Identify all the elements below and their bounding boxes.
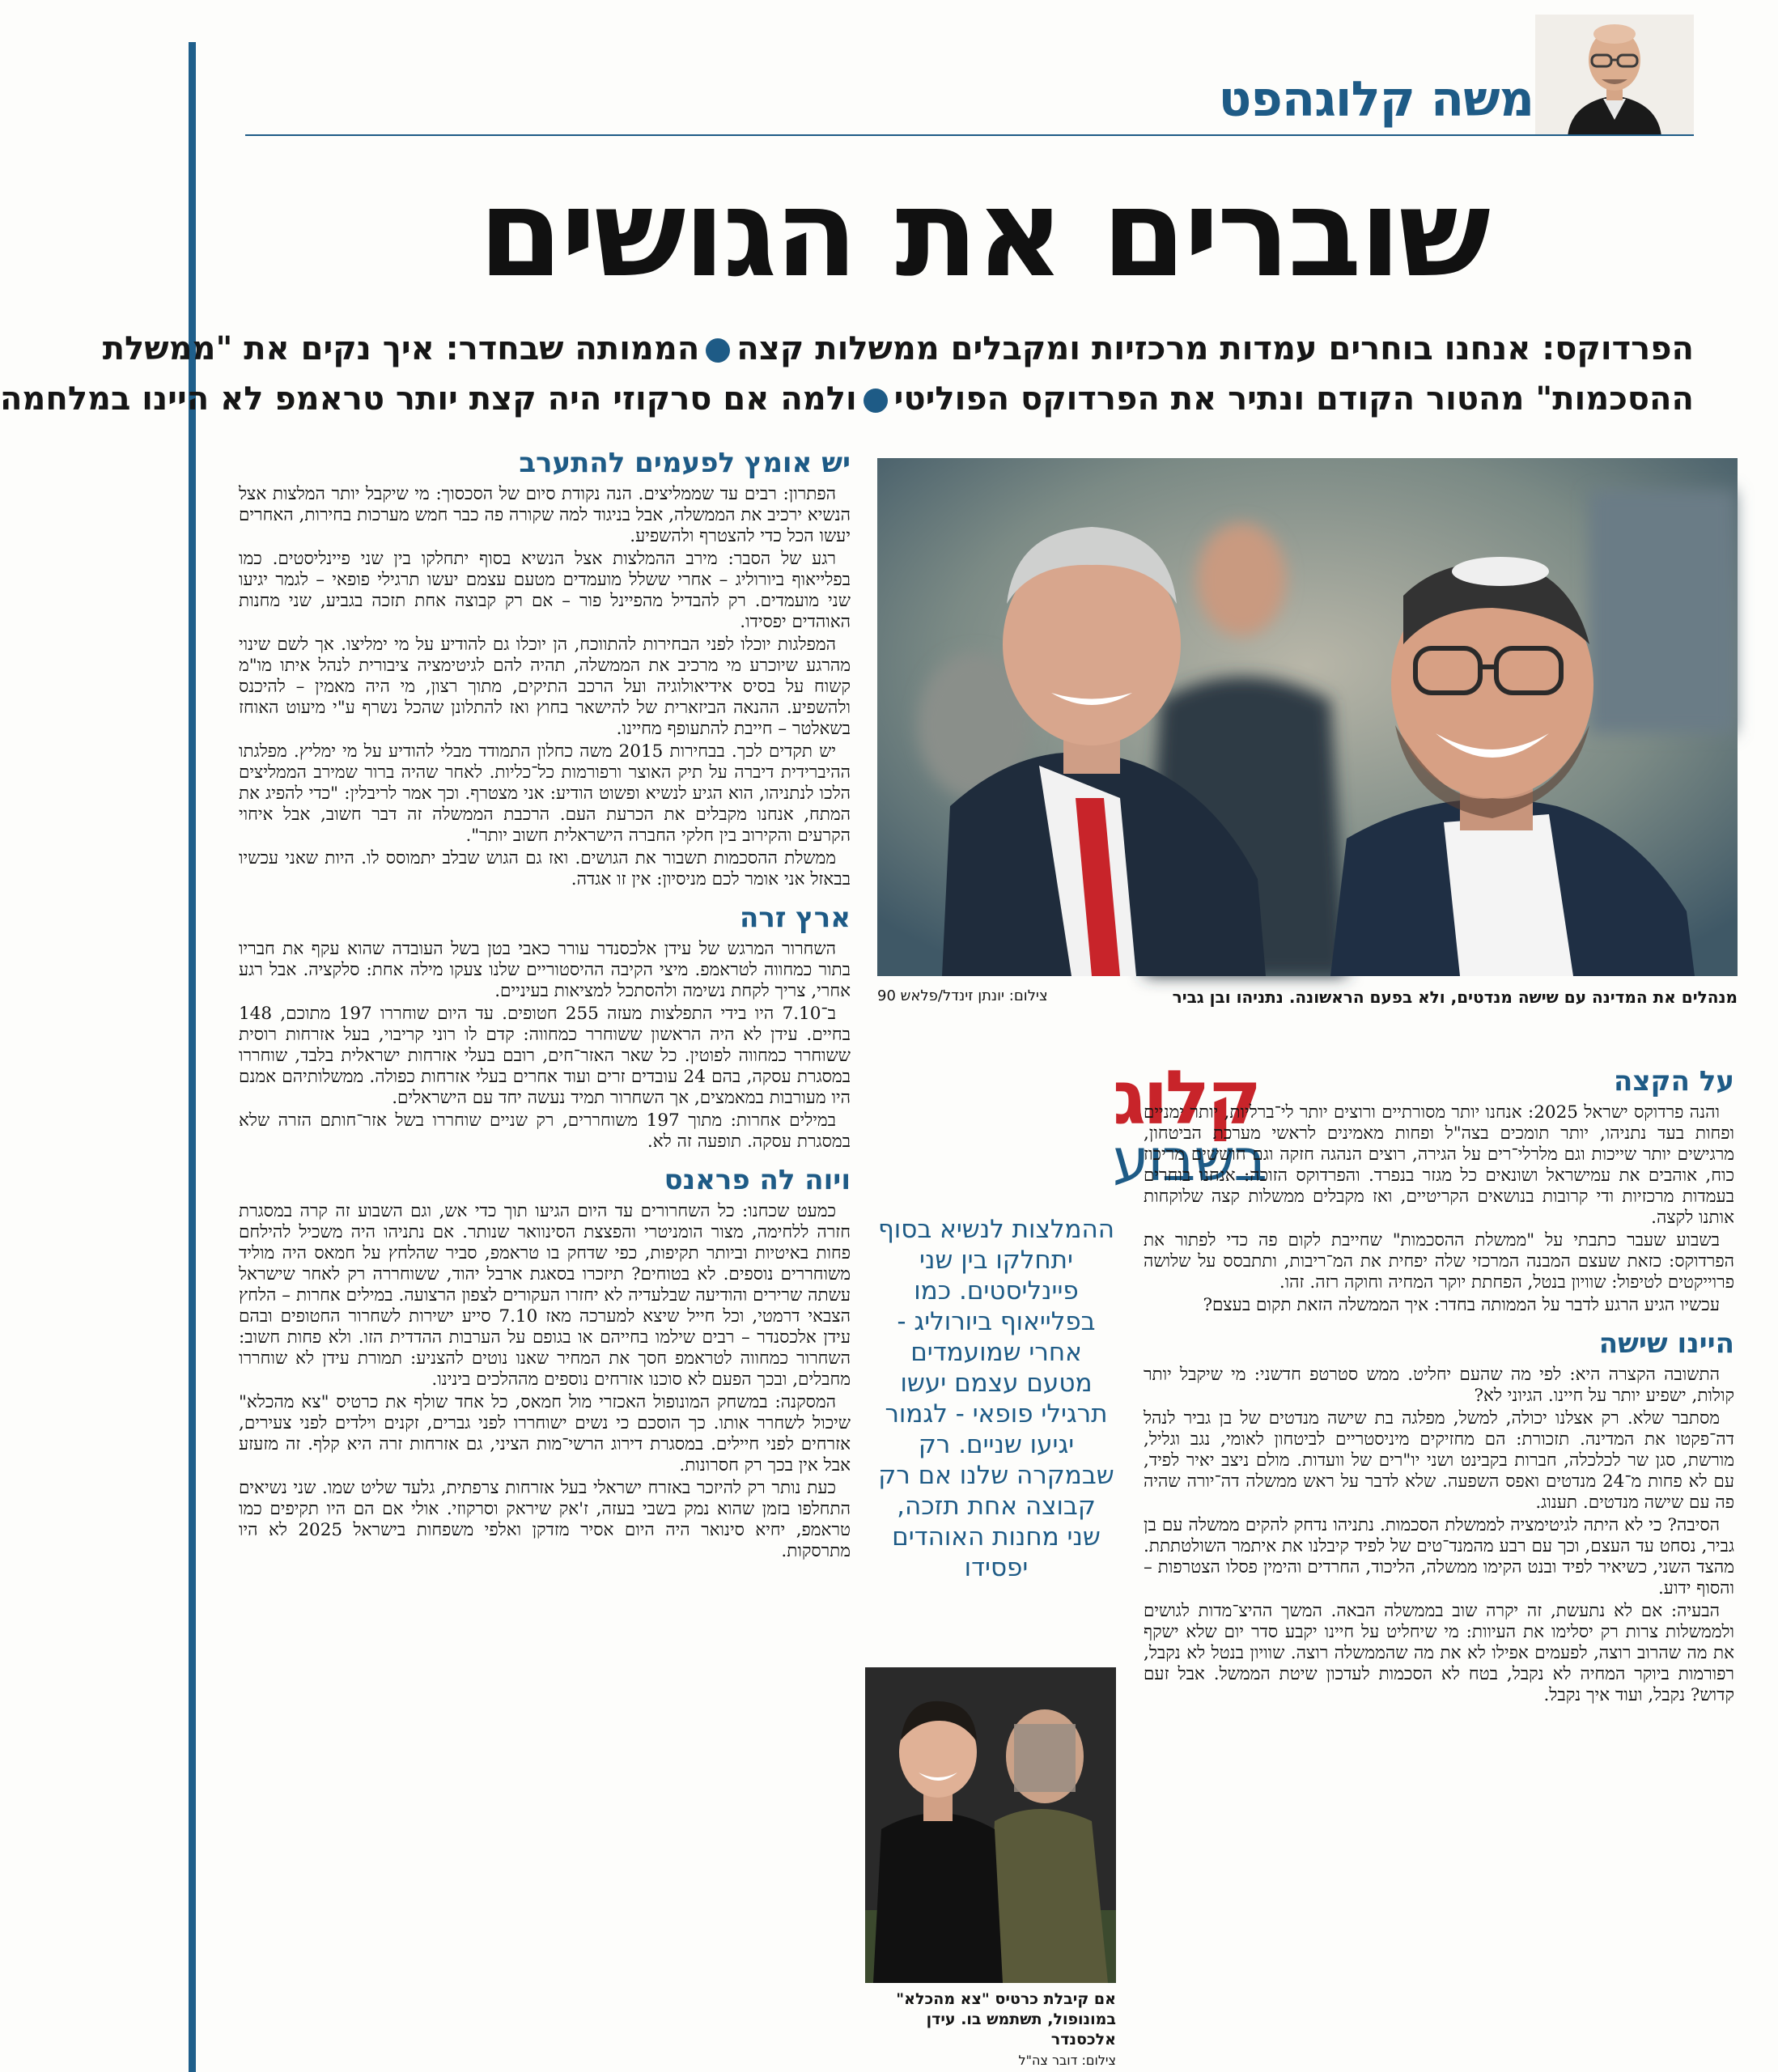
paragraph: ב־7.10 היו בידי התפלצות מעזה 255 חטופים. עד היום שוחררו 197 מתוכם, 148 בחיים. עידן לא היה הראשון ששוחרר כמחווה: קדם לו רוני קריבוי, בעל אזרחות רוסית ששוחרר כמחווה לפוטין. כל שאר האזר־חים, רובם בעלי אזרחות ישראלית בלבד, שוחררו במסגרת עסקה, בהם 24 עובדים זרים ועוד אחרים בעלי אזרחות כפולה. ממשלותיהם אמנם היו מעורבות במאמצים, אך השחרור תמיד נעשה יחד עם הישראלים. <box>239 1004 851 1108</box>
photo-credit: צילום: יונתן זינדל/פלאש 90 <box>877 987 1048 1004</box>
paragraph: המסקנה: במשחק המונופול האכזרי מול חמאס, כל אחד שולף את כרטיס "צא מהכלא" שיכול לשחרר אותו. כך הוסכם כי נשים ישוחררו לפני גברים, זקנים וילדים לפני צעירים, אזרחים לפני חיילים. במסגרת דירוג הרשי־מות הציני, גם אזרחות זרה היא קלף. זה מזעזע אבל אין בכך רק חסרונות. <box>239 1392 851 1475</box>
paragraph: עכשיו הגיע הרגע לדבר על הממותה בחדר: איך הממשלה הזאת תקום בעצם? <box>1203 1295 1720 1315</box>
right-column <box>1144 1054 1734 1708</box>
deck-text: הממותה שבחדר: איך נקים את "ממשלת <box>102 330 700 367</box>
paragraph: המפלגות יוכלו לפני הבחירות להתווכח, הן יוכלו גם להודיע על מי ימליצו. אך לשם שינוי מהרגע שיוכרע מי מרכיב את הממשלה, תהיה להם לגיטימציה ציבורית לנהל איתו מו"מ קשוח על בסיס אידיאולוגיה ועל הרכב התיקים, מתוך רצון, מי היה מאמין – להיכנס ולהשפיע. ההנאה הביזארית של להישאר בחוץ ואז להתלונן שהכל נשרף ע"י מיעוט האוחז בשאלטר – חייבת להתעופף מחיינו. <box>239 635 851 739</box>
paragraph: יש תקדים לכך. בבחירות 2015 משה כחלון התמודד מבלי להודיע על מי ימליץ. מפלגתו ההיברידית דיברה על תיק האוצר ורפורמות כל־כליות. לאחר שהיה ברור שמירב הממליצים הלכו לנתניהו, הוא הגיע לנשיא ופשוט הודיע: אני מצטרף. וכך אמר לריבלין: "כדי להפיג את המתח, אנחנו מקבלים את הכרעת העם. הרכבת הממשלה זה דבר חשוב, אבל איחוי הקרעים והקירוב בין חלקי החברה הישראלית חשוב יותר". <box>239 741 851 846</box>
paragraph: במילים אחרות: מתוך 197 משוחררים, רק שניים שוחררו בשל אזר־חותם הזרה שלא במסגרת עסקה. תופעה זה לא. <box>239 1110 851 1152</box>
kloog-bashavua-logo <box>876 1055 1266 1194</box>
paragraph: השחרור המרגש של עידן אלכסנדר עורר כאבי בטן בשל העובדה שהוא עקף את חבריו בתור כמחווה לטראמפ. מיצי הקיבה ההיסטוריים שלנו צעקו מילה אחת: סלקציה. אבל רגע אחרי, צריך לקחת נשימה ולהסתכל למציאות בעיניים. <box>239 939 851 1001</box>
section-heading: ארץ זרה <box>740 902 851 934</box>
bullet-dot-icon <box>864 388 888 413</box>
small-photo-release <box>865 1667 1116 1983</box>
small-photo-caption <box>865 1989 1116 2070</box>
paragraph: כעת נותר רק להיזכר באזרח ישראלי בעל אזרחות צרפתית, גלעד שליט שמו. שני נשיאים התחלפו בזמן שהוא נמק בשבי בעזה, ז'אק שיראק וסרקוזי. אולי אם הם היו תקיפים כמו טראמפ, יחיא סינואר היה היום אסיר מזדקן ואלפי משפחות בישראל 2025 לא היו מתרסקות. <box>239 1478 851 1561</box>
section-heading: על הקצה <box>1614 1065 1734 1098</box>
hero-photo <box>877 458 1738 976</box>
author-name: משה קלוגהפט <box>1218 71 1534 128</box>
paragraph: והנה פרדוקס ישראל 2025: אנחנו יותר מסורתיים ורוצים יותר לי־ברליות, יותר ימניים ופחות בעד נתניהו, יותר תומכים בצה"ל ופחות מאמינים לראשי מערכת הביטחון, מרגישים יותר שייכות וגם מלרלי־רים על הגירה, רוצים הנהגה חזקה וגם חוששים מריכוז כוח, אוהבים את עמישראל ושונאים כל מגזר בנפרד. והפרדוקס הזוכה: אנחנו בוחרים בעמדות מרכזיות ודי קרובות בנושאים הקריטיים, ואז מקבלים ממשלות קצה שלוקחות אותנו לקצה. <box>1144 1102 1734 1228</box>
section-heading: ויוה לה פראנס <box>664 1164 851 1196</box>
section-heading: יש אומץ לפעמים להתערב <box>519 447 851 479</box>
paragraph: ממשלת ההסכמות תשבור את הגושים. ואז גם הגוש שבלב יתמוסס לו. היות שאני עכשיו בבאזל אני אומר לכם מניסיון: אין זו אגדה. <box>239 848 851 890</box>
paragraph: מסתבר שלא. רק אצלנו יכולה, למשל, מפלגה בת שישה מנדטים של בן גביר לנהל דה־פקטו את המדינה. תזכורת: הם מחזיקים מיניסטריים לביטחון לאומי, נגב וגליל, מורשת, סגן שר לכלכלה, חברות בקבינט ושני יו"רים של וועדות. מולם ניצב יאיר לפיד, עם לא פחות מ־24 מנדטים ואפס השפעה. שלא לדבר על ראש ממשלה דה־יורה שהיה פה עם שישה מנדטים. תענוג. <box>1144 1408 1734 1513</box>
subheadline <box>0 324 1694 424</box>
paragraph: בשבוע שעבר כתבתי על "ממשלת ההסכמות" שחייבת לקום פה כדי לפתור את הפרדוקס: כזאת שעצם המבנה המרכזי שלה יפחית את המ־ריבות, ותתבסס על שלושה פרוייקטים לטיפול: שוויון בנטל, הפחתת יוקר המחיה וחוקה רזה. זהו. <box>1144 1230 1734 1293</box>
deck-line-2 <box>0 374 1694 424</box>
photo-caption-text: מנהלים את המדינה עם שישה מנדטים, ולא בפעם הראשונה. נתניהו ובן גביר <box>1172 987 1738 1007</box>
author-rule <box>245 134 1694 136</box>
pull-quote: ההמלצות לנשיא בסוף יתחלקו בין שני פיינליסטים. כמו בפלייאוף ביורוליג - אחרי שמועמדים מטעם עצמם יעשו תרגילי פופאי - לגמור יגיעו שניים. רק שבמקרה שלנו אם רק קבוצה אחת תזכה, שני מחנות האוהדים יפסידו <box>877 1215 1115 1582</box>
headline: שוברים את הגושים <box>478 163 1488 304</box>
paragraph: הפתרון: רבים עד שממליצים. הנה נקודת סיום של הסכסוך: מי שיקבל יותר המלצות אצל הנשיא ירכיב את הממשלה, אבל בניגוד למה שקורה פה כבר חמש מערכות בחירות, האחרים יעשו הכל כדי להצטרף ולהשפיע. <box>239 484 851 546</box>
paragraph: הבעיה: אם לא נתעשת, זה יקרה שוב בממשלה הבאה. המשך ההיצ־מדות לגושים ולממשלות צרות רק יסלימו את העיוות: מי שיחליט על חיינו יקבע סדר יום שלא ישקף את מה שהרוב רוצה, לפעמים אפילו לא את מה שהממשלה רוצה. שוויון בנטל לא נקבל, רפורמות ביוקר המחיה לא נקבל, בטח לא הסכמות לעדכון שיטת הממשל. אבל זעם קדוש? נקבל, ועוד איך נקבל. <box>1144 1601 1734 1705</box>
small-photo-credit: צילום: דובר צה"ל <box>1018 2053 1116 2068</box>
paragraph: התשובה הקצרה היא: לפי מה שהעם יחליט. ממש סטרטפ חדשני: מי שיקבל יותר קולות, ישפיע יותר על חיינו. הגיוני לא? <box>1144 1365 1734 1406</box>
paragraph: רגע של הסבר: מירב ההמלצות אצל הנשיא בסוף יתחלקו בין שני פיינליסטים. כמו בפלייאוף ביורוליג – אחרי ששלל מועמדים מטעם עצמם יעשו תרגילי פופאי – לגמר יגיעו שני מועמדים. רק להבדיל מהפיינל פור – אם רק קבוצה אחת תזכה בגביע, שני מחנות האוהדים יפסידו. <box>239 549 851 632</box>
deck-text: ההסכמות" מהטור הקודם ונתיר את הפרדוקס הפוליטי <box>893 380 1694 418</box>
logo-bottom-text: בשבוע <box>1113 1126 1266 1194</box>
section-heading: היינו שישה <box>1598 1327 1734 1360</box>
paragraph: כמעט שכחנו: כל השחרורים עד היום הגיעו תוך כדי אש, וגם השבוע זה קרה במסגרת חזרה ללחימה, מצור הומניטרי והפצצת הסינוואר שנותר. אם נתניהו היה משכיל להילחם פחות באיטיות וביותר תקיפות, כפי שדחק בו טראמפ, סביר שהלחץ על חמאס היה מוליד משוחררים נוספים. לא בטוחים? תיזכרו בסאגת ארבל יהוד, ששוחררה רק לאחר שישראל עשתה שרירים והודיעה שבלעדיה לא יחזרו העקורים לצפון הרצועה. במילים אחרות – הלחץ הצבאי דרמטי, וכל חייל שיצא למערכה מאז 7.10 סייע ישירות לשחרור החטופים ובהם עידן אלכסנדר – רבים שילמו בחייהם או בגופם על הערבות ההדדית הזו. ולא פחות חשוב: השחרור כמחווה לטראמפ חסך את המחיר שאנו נוטים להצניע: תמורת עידן לא שוחררו מחבלים, ובכך הפעם לא סוכנו אזרחים נוספים מההלכים בינינו. <box>239 1201 851 1390</box>
deck-line-1 <box>102 324 1694 374</box>
deck-text: ולמה אם סרקוזי היה קצת יותר טראמפ לא היינו במלחמה <box>0 380 857 418</box>
author-portrait <box>1535 15 1694 136</box>
deck-text: הפרדוקס: אנחנו בוחרים עמדות מרכזיות ומקבלים ממשלות קצה <box>736 330 1694 367</box>
bullet-dot-icon <box>706 338 730 363</box>
small-photo-caption-text: אם קיבלת כרטיס "צא מהכלא" במונופול, תשתמש בו. עידן אלכסנדר <box>896 1990 1116 2049</box>
paragraph: הסיבה? כי לא היתה לגיטימציה לממשלת הסכמות. נתניהו נדחק להקים ממשלה עם בן גביר, נסחט עד העצם, וכך עם רבע מהמנד־טים של לפיד קיבלנו את איתמר השולטתתת. מהצד השני, כשיאיר לפיד ובנט הקימו ממשלה, הליכוד, החרדים והימין פסלו הצטרפות – והסוף ידוע. <box>1144 1515 1734 1599</box>
left-column <box>239 447 851 1564</box>
logo-top-text: קלוג <box>1113 1055 1259 1141</box>
